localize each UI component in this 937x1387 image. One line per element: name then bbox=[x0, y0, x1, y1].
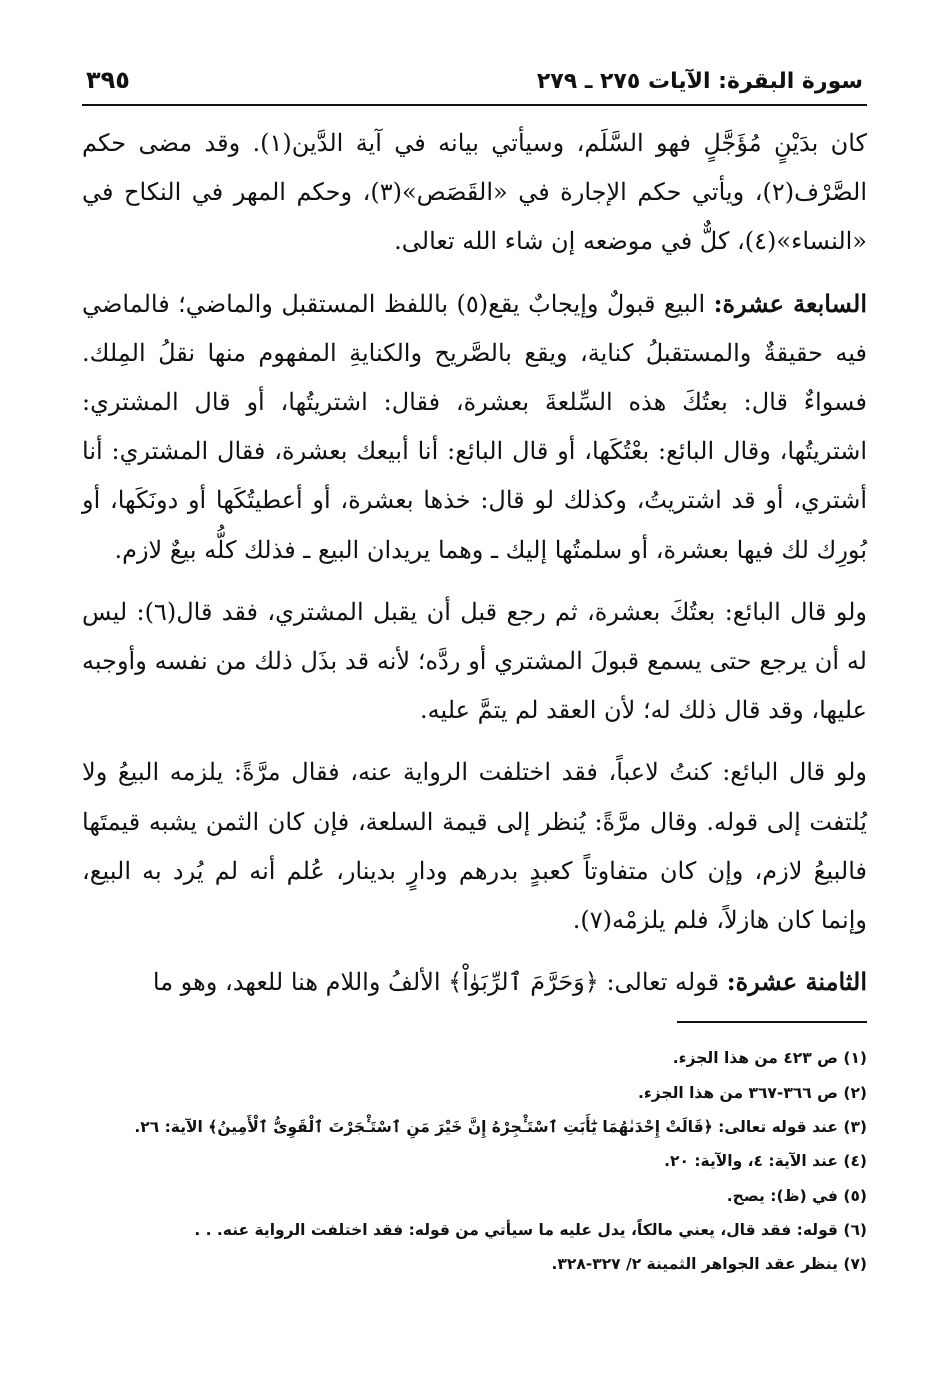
footnote-text: (٥) في (ظ): يصح. bbox=[726, 1186, 867, 1205]
footnotes bbox=[82, 1041, 867, 1281]
footnote bbox=[82, 1041, 867, 1075]
running-header bbox=[82, 66, 867, 106]
paragraph-text: البيع قبولٌ وإيجابٌ يقع(٥) باللفظ المستقبل والماضي؛ فالماضي فيه حقيقةٌ والمستقبلُ كناية، ويقع بالصَّريح والكنايةِ المفهوم منها نقلُ المِلك. فسواءٌ قال: بعتُكَ هذه السِّلعةَ بعشرة، فقال: اشتريتُها، أو قال المشتري: اشتريتُها، وقال البائع: بعْتُكَها، أو قال البائع: أنا أبيعك بعشرة، فقال المشتري: أنا أشتري، أو قد اشتريتُ، وكذلك لو قال: خذها بعشرة، أو أعطيتُكَها أو دونَكَها، أو بُورِك لك فيها بعشرة، أو سلمتُها إليك ـ وهما يريدان البيع ـ فذلك كلُّه بيعٌ لازم. bbox=[82, 289, 867, 564]
footnote-text: (٦) قوله: فقد قال، يعني مالكاً، يدل عليه ما سيأتي من قوله: فقد اختلفت الرواية عنه. . . bbox=[194, 1220, 867, 1239]
footnote-text: (٤) عند الآية: ٤، والآية: ٢٠. bbox=[664, 1152, 867, 1171]
issue-heading: الثامنة عشرة: bbox=[726, 967, 867, 997]
paragraph bbox=[82, 118, 867, 267]
paragraph bbox=[82, 747, 867, 945]
footnote-text: (٣) عند قوله تعالى: ﴿قَالَتْ إِحْدَىٰهُمَا يَٰٓأَبَتِ ٱسْتَـْٔجِرْهُ إِنَّ خَيْرَ مَنِ ٱسْتَـْٔجَرْتَ ٱلْقَوِىُّ ٱلْأَمِينُ﴾ الآية: ٢٦. bbox=[134, 1118, 867, 1137]
paragraph-text: ولو قال البائع: بعتُكَ بعشرة، ثم رجع قبل أن يقبل المشتري، فقد قال(٦): ليس له أن يرجع حتى يسمع قبولَ المشتري أو ردَّه؛ لأنه قد بذَل ذلك من نفسه وأوجبه عليها، وقد قال ذلك له؛ لأن العقد لم يتمَّ عليه. bbox=[82, 597, 868, 725]
page-number: ٣٩٥ bbox=[86, 66, 130, 94]
footnote bbox=[82, 1144, 867, 1178]
footnote-text: (١) ص ٤٢٣ من هذا الجزء. bbox=[672, 1049, 867, 1068]
footnote-divider bbox=[677, 1021, 867, 1023]
header-title: سورة البقرة: الآيات ٢٧٥ ـ ٢٧٩ bbox=[536, 69, 863, 94]
book-page bbox=[82, 66, 867, 1282]
paragraph bbox=[82, 279, 867, 575]
paragraph bbox=[82, 587, 867, 736]
main-text bbox=[82, 118, 867, 1007]
footnote bbox=[82, 1179, 867, 1213]
footnote bbox=[82, 1110, 867, 1144]
paragraph-text: ولو قال البائع: كنتُ لاعباً، فقد اختلفت الرواية عنه، فقال مرَّةً: يلزمه البيعُ ولا يُلتفت إلى قوله. وقال مرَّةً: يُنظر إلى قيمة السلعة، فإن كان الثمن يشبه قيمتَها فالبيعُ لازم، وإن كان متفاوتاً كعبدٍ بدرهم ودارٍ بدينار، عُلم أنه لم يُرد به البيع، وإنما كان هازلاً، فلم يلزمْه(٧). bbox=[82, 758, 867, 935]
footnote bbox=[82, 1247, 867, 1281]
paragraph bbox=[82, 957, 867, 1007]
footnote-text: (٧) ينظر عقد الجواهر الثمينة ٢/ ٣٢٧-٣٢٨. bbox=[551, 1255, 867, 1274]
paragraph-text: قوله تعالى: ﴿وَحَرَّمَ ٱلرِّبَوٰاْ﴾ الألفُ واللام هنا للعهد، وهو ما bbox=[152, 968, 727, 997]
paragraph-text: كان بدَيْنٍ مُؤَجَّلٍ فهو السَّلَم، وسيأتي بيانه في آية الدَّين(١). وقد مضى حكم الصَّرْف(٢)، ويأتي حكم الإجارة في «القَصَص»(٣)، وحكم المهر في النكاح في «النساء»(٤)، كلٌّ في موضعه إن شاء الله تعالى. bbox=[82, 129, 867, 256]
footnote-text: (٢) ص ٣٦٦-٣٦٧ من هذا الجزء. bbox=[637, 1083, 867, 1102]
footnote bbox=[82, 1213, 867, 1247]
footnote bbox=[82, 1076, 867, 1110]
issue-heading: السابعة عشرة: bbox=[713, 288, 867, 318]
